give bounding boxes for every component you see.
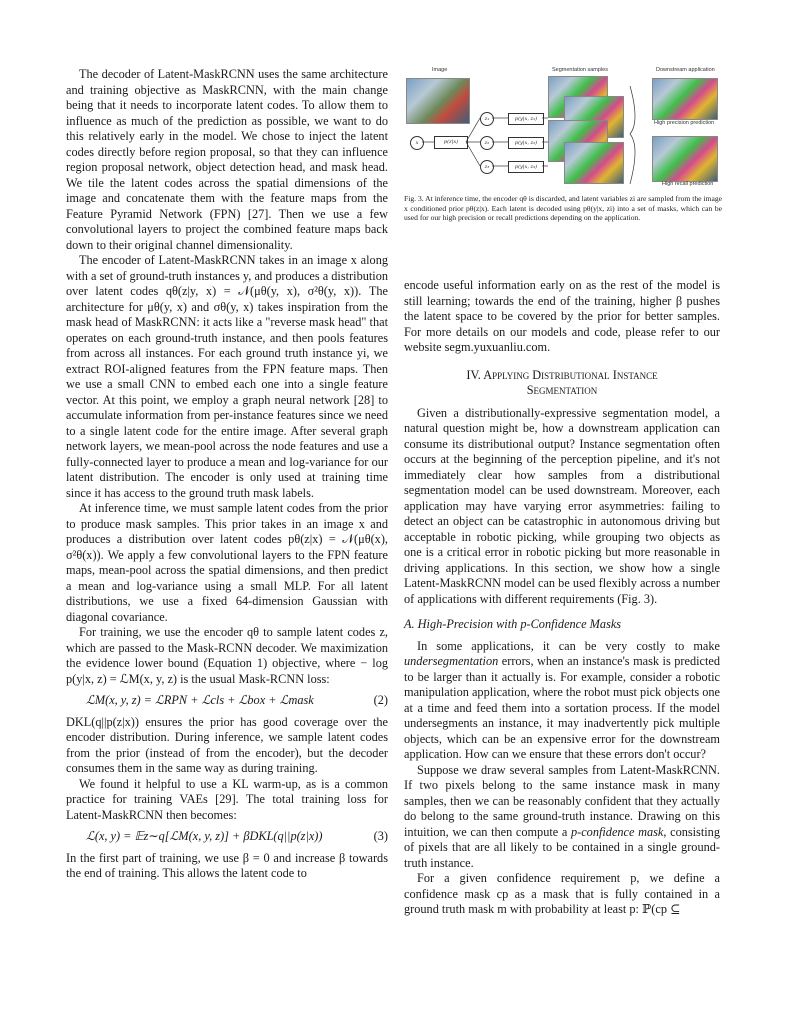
- node-x: x: [410, 136, 424, 150]
- equation-2-body: ℒM(x, y, z) = ℒRPN + ℒcls + ℒbox + ℒmask: [86, 693, 314, 707]
- node-dec1: p(y|x, z₁): [508, 113, 544, 125]
- fig-label-samples: Segmentation samples: [552, 67, 608, 73]
- high-precision-label: High precision prediction: [654, 120, 715, 126]
- equation-2-number: (2): [373, 693, 388, 707]
- section-heading: [404, 368, 720, 398]
- node-dec3: p(y|x, z₃): [508, 161, 544, 173]
- node-z2: z₂: [480, 136, 494, 150]
- text-run: Suppose we draw several samples from Latent-MaskRCNN. If two pixels belong to the same instance mask in many samples, then we can be reasonably confident that they actually do belong to the same ground-truth instance. Drawing on this intuition, we can then compute a: [404, 762, 720, 839]
- figure-caption: Fig. 3. At inference time, the encoder qθ is discarded, and latent variables zi are sampled from the image x conditioned prior pθ(z|x). Each latent is decoded using pθ(y|x, zi) into a set of masks, which can be used for our high precision or recall predictions depending on the application.: [404, 194, 722, 223]
- subsection-heading: A. High-Precision with p-Confidence Masks: [404, 617, 622, 631]
- paragraph: In the first part of training, we use β = 0 and increase β towards the end of training. This allows the latent code to: [66, 850, 388, 880]
- emphasis: undersegmentation: [404, 654, 499, 668]
- paragraph: Given a distributionally-expressive segmentation model, a natural question might be, how a downstream application can consume its distributional output? Instance segmentation often occurs at the beginning of the perception pipeline, and it's not immediately clear how samples from a distributional segmentation model can be used downstream. Moreover, each application may have varying error asymmetries: failing to detect an object can be catastrophic in autonomous driving but acceptable in robotic picking, while grouping two objects as one is a critical error in robotic picking but more reasonable in driving applications. In this section, we show how a single Latent-MaskRCNN model can be used flexibly across a number of applications with different requirements (Fig. 3).: [404, 405, 720, 606]
- text-run: , consisting of pixels that are all likely to be contained in a single ground-truth instance.: [404, 824, 720, 870]
- section-heading-line-1: IV. Applying Distributional Instance: [466, 367, 658, 382]
- section-heading-line-2: Segmentation: [526, 382, 598, 397]
- equation-2: [66, 693, 388, 709]
- paragraph: [404, 763, 720, 872]
- fig-label-downstream: Downstream application: [656, 67, 715, 73]
- text-run: In some applications, it can be very costly to make: [417, 638, 720, 653]
- paragraph: For training, we use the encoder qθ to sample latent codes z, which are passed to the Mask-RCNN decoder. We maximization the evidence lower bound (Equation 1) objective, where − log p(y|x, z) = ℒM(x, y, z) is the usual Mask-RCNN loss:: [66, 625, 388, 686]
- node-prior: p(z|x): [434, 136, 468, 149]
- text-run: errors, when an instance's mask is predicted to be larger than it actually is. For example, consider a robotic manipulation application, where the robot must pick objects one at a time and feed them into a sortation process. If the model undersegments an instance, it may inadvertently pick multiple objects, which can be an expensive error for the downstream application. How can we ensure that these errors don't occur?: [404, 654, 720, 761]
- equation-3-body: ℒ(x, y) = 𝔼z∼q[ℒM(x, y, z)] + βDKL(q||p(z|x)): [86, 829, 323, 843]
- high-precision-image: [652, 78, 718, 120]
- paragraph: [404, 639, 720, 763]
- paragraph: encode useful information early on as the rest of the model is still learning; towards the end of the training, higher β pushes the latent space to be covered by the prior for better samples. For more details on our models and code, please refer to our website segm.yuxuanliu.com.: [404, 278, 720, 354]
- paragraph: The decoder of Latent-MaskRCNN uses the same architecture and training objective as MaskRCNN, with the main change being that it needs to incorporate latent codes. To allow them to influence as much of the prediction as possible, we want to do this relatively early in the model. We chose to inject the latent codes directly before region proposal, so that they can influence region proposal network, object detection head, and mask head. We tile the latent codes across the spatial dimensions of the image and concatenate them with the feature maps from the Feature Pyramid Network (FPN) [27]. Then we use a few convolutional layers to project the combined feature maps back down to their original channel dimensionality.: [66, 67, 388, 252]
- paragraph: DKL(q||p(z|x)) ensures the prior has good coverage over the encoder distribution. During inference, we sample latent codes from the prior (instead of from the encoder), but the decoder consumes them in the same way as during training.: [66, 714, 388, 775]
- high-recall-label: High recall prediction: [662, 181, 714, 187]
- paragraph: For a given confidence requirement p, we define a confidence mask cp as a mask that is fully contained in a ground truth mask m with probability at least p: ℙ(cp ⊆: [404, 871, 720, 916]
- node-dec2: p(y|x, z₂): [508, 137, 544, 149]
- emphasis: p-confidence mask: [570, 824, 664, 839]
- fig-label-image: Image: [432, 67, 448, 73]
- figure-3: [404, 62, 722, 267]
- node-z1: z₁: [480, 112, 494, 126]
- paragraph: At inference time, we must sample latent codes from the prior to produce mask samples. This prior takes in an image x and produces a distribution over latent codes pθ(z|x) = 𝒩(μθ(x), σ²θ(x)). We apply a few convolutional layers to the FPN feature maps, mean-pool across the spatial dimensions, and then predict a mean and log-variance using a small MLP. For all latent distributions, we use a fixed 64-dimension Gaussian with diagonal covariance.: [66, 501, 388, 624]
- seg-sample-4: [564, 142, 624, 184]
- paragraph: We found it helpful to use a KL warm-up, as is a common practice for training VAEs [29]. The total training loss for Latent-MaskRCNN then becomes:: [66, 776, 388, 822]
- node-z3: z₃: [480, 160, 494, 174]
- left-column: [66, 67, 388, 882]
- equation-3: [66, 829, 388, 845]
- paragraph: The encoder of Latent-MaskRCNN takes in an image x along with a set of ground-truth instances y, and produces a distribution over latent codes qθ(z|y, x) = 𝒩(μθ(y, x), σ²θ(y, x)). The architecture for μθ(y, x) and σθ(y, x) takes inspiration from the mask head of MaskRCNN: it acts like a "reverse mask head" that operates on each ground-truth instance, and then pools features from across all instances. For each ground truth instance yi, we extract ROI-aligned features from the FPN feature maps. Then we use a small CNN to embed each one into a single feature vector. At this point, we employ a graph neural network [28] to accumulate information from per-instance features since we need to a single latent code for the entire image. After several graph network layers, we mean-pool across the node features and use a fully-connected layer to produce a mean and log-variance for our latent distribution. The encoder is only used at training time since it has access to the ground truth mask labels.: [66, 253, 388, 500]
- equation-3-number: (3): [373, 829, 388, 843]
- right-column: [404, 278, 720, 918]
- high-recall-image: [652, 136, 718, 182]
